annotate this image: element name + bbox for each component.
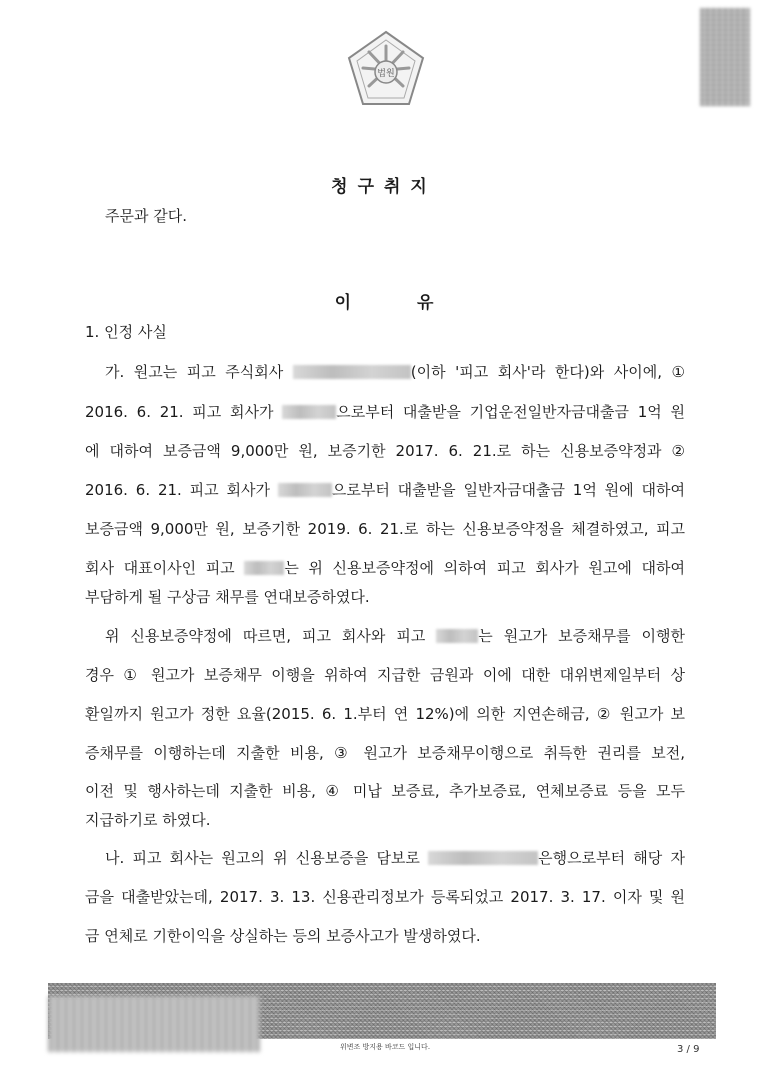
reasons-heading: 이 유 bbox=[334, 293, 464, 313]
claim-body: 주문과 같다. bbox=[105, 207, 187, 225]
redacted-person-name bbox=[436, 629, 478, 643]
redacted-corner-mark bbox=[700, 8, 750, 106]
body-line: 금을 대출받았는데, 2017. 3. 13. 신용관리정보가 등록되었고 2017. 3. 17. 이자 및 원 bbox=[85, 888, 685, 906]
body-line: 부담하게 될 구상금 채무를 연대보증하였다. bbox=[85, 588, 370, 606]
redacted-company-name bbox=[293, 365, 411, 379]
body-line: 이전 및 행사하는데 지출한 비용, ④ 미납 보증료, 추가보증료, 연체보증료 등을 모두 bbox=[85, 782, 685, 800]
redacted-footer-mark bbox=[48, 996, 260, 1052]
body-line: 2016. 6. 21. 피고 회사가 으로부터 대출받을 기업운전일반자금대출금 1억 원 bbox=[85, 403, 685, 421]
court-seal-icon bbox=[343, 28, 429, 110]
body-line: 증채무를 이행하는데 지출한 비용, ③ 원고가 보증채무이행으로 취득한 권리를 보전, bbox=[85, 744, 685, 762]
redacted-bank-name bbox=[428, 851, 538, 865]
body-line: 금 연체로 기한이익을 상실하는 등의 보증사고가 발생하였다. bbox=[85, 927, 481, 945]
body-line: 회사 대표이사인 피고 는 위 신용보증약정에 의하여 피고 회사가 원고에 대하여 bbox=[85, 559, 685, 577]
body-line: 에 대하여 보증금액 9,000만 원, 보증기한 2017. 6. 21.로 하는 신용보증약정과 ② bbox=[85, 442, 685, 460]
body-line: 위 신용보증약정에 따르면, 피고 회사와 피고 는 원고가 보증채무를 이행한 bbox=[105, 627, 686, 645]
redacted-bank-name bbox=[278, 483, 332, 497]
body-line: 보증금액 9,000만 원, 보증기한 2019. 6. 21.로 하는 신용보증약정을 체결하였고, 피고 bbox=[85, 520, 685, 538]
body-line: 나. 피고 회사는 원고의 위 신용보증을 담보로 은행으로부터 해당 자 bbox=[105, 849, 685, 867]
body-line: 가. 원고는 피고 주식회사 (이하 '피고 회사'라 한다)와 사이에, ① bbox=[105, 363, 685, 381]
body-line: 경우 ① 원고가 보증채무 이행을 위하여 지급한 금원과 이에 대한 대위변제일부터 상 bbox=[85, 666, 685, 684]
body-line: 2016. 6. 21. 피고 회사가 으로부터 대출받을 일반자금대출금 1억 원에 대하여 bbox=[85, 481, 685, 499]
body-line: 지급하기로 하였다. bbox=[85, 811, 211, 829]
body-line: 환일까지 원고가 정한 요율(2015. 6. 1.부터 연 12%)에 의한 지연손해금, ② 원고가 보 bbox=[85, 705, 685, 723]
barcode-caption: 위변조 방지용 바코드 입니다. bbox=[340, 1043, 431, 1051]
claim-heading: 청구취지 bbox=[331, 177, 437, 197]
page-number: 3 / 9 bbox=[677, 1044, 700, 1055]
section-title: 1. 인정 사실 bbox=[85, 323, 167, 341]
redacted-person-name bbox=[244, 561, 284, 575]
svg-text:법원: 법원 bbox=[377, 69, 395, 79]
redacted-bank-name bbox=[282, 405, 336, 419]
